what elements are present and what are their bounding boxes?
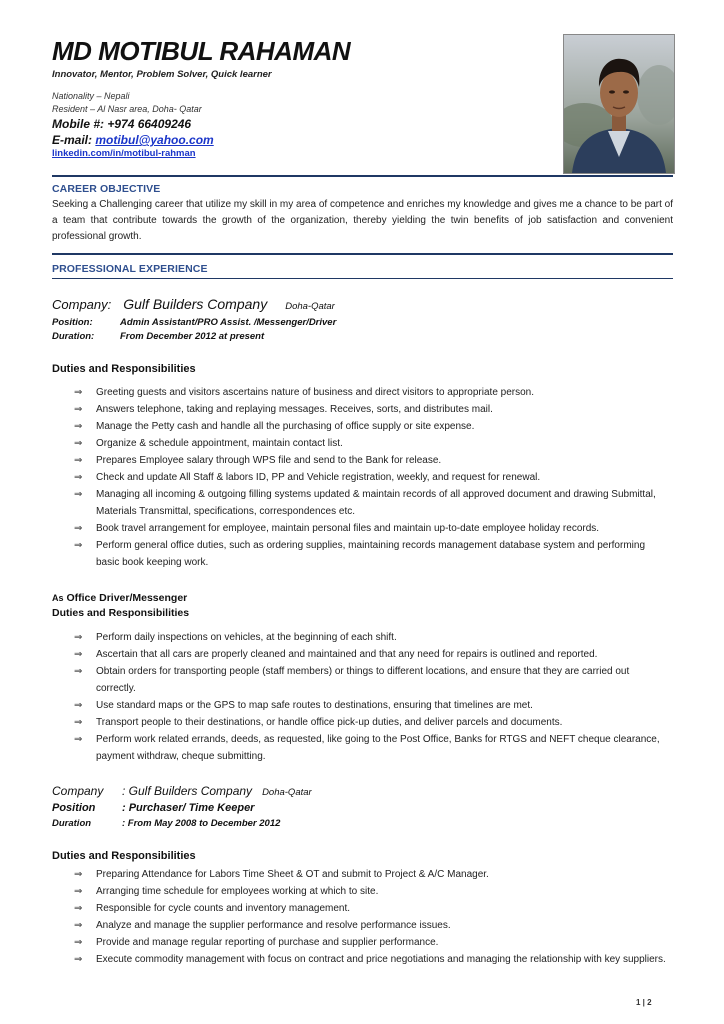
nationality: Nationality – Nepali [52, 91, 130, 101]
duty-text: Perform general office duties, such as ordering supplies, maintaining records management database system and performing basic book keeping work. [96, 540, 645, 568]
arrow-bullet-icon: ⇒ [74, 649, 83, 660]
duty-text: Perform work related errands, deeds, as requested, like going to the Post Office, Banks for RTGS and NEFT cheque clearance, payment withdraw, cheque submitting. [96, 734, 660, 762]
duty-item [0, 883, 724, 900]
job2-position-value: : Purchaser/ Time Keeper [122, 802, 255, 814]
duty-item [0, 520, 724, 537]
driver-role-prefix: As [52, 593, 64, 603]
job2-duration [52, 818, 280, 829]
driver-role-name: Office Driver/Messenger [66, 592, 188, 604]
duty-text: Arranging time schedule for employees working at which to site. [96, 886, 379, 897]
experience-divider [52, 278, 673, 279]
duty-text: Greeting guests and visitors ascertains nature of business and direct visitors to appropriate person. [96, 387, 535, 398]
duty-item [0, 714, 724, 731]
job2-duties-title: Duties and Responsibilities [52, 850, 196, 862]
duty-item [0, 435, 724, 452]
driver-role-title [52, 592, 187, 604]
duty-text: Prepares Employee salary through WPS file and send to the Bank for release. [96, 455, 442, 466]
job2-position-label: Position [52, 802, 96, 814]
job2-company-line [52, 784, 312, 798]
arrow-bullet-icon: ⇒ [74, 438, 83, 449]
duty-text: Obtain orders for transporting people (staff members) or things to different locations, and ensure that they are carried out correctly. [96, 666, 630, 694]
duty-item [0, 401, 724, 418]
duty-text: Responsible for cycle counts and inventory management. [96, 903, 351, 914]
job2-position [52, 802, 254, 814]
duty-text: Manage the Petty cash and handle all the purchasing of office supply or site expense. [96, 421, 475, 432]
tagline: Innovator, Mentor, Problem Solver, Quick learner [52, 69, 272, 80]
mobile-number: Mobile #: +974 66409246 [52, 117, 192, 131]
arrow-bullet-icon: ⇒ [74, 632, 83, 643]
duty-text: Preparing Attendance for Labors Time Sheet & OT and submit to Project & A/C Manager. [96, 869, 489, 880]
duty-item [0, 951, 724, 968]
duty-text: Ascertain that all cars are properly cleaned and maintained and that any need for repairs is outlined and reported. [96, 649, 598, 660]
arrow-bullet-icon: ⇒ [74, 404, 83, 415]
arrow-bullet-icon: ⇒ [74, 954, 83, 965]
job1-duration-value: From December 2012 at present [120, 331, 265, 342]
arrow-bullet-icon: ⇒ [74, 869, 83, 880]
duty-item [0, 866, 724, 883]
job2-duration-value: : From May 2008 to December 2012 [122, 818, 281, 829]
email-label: E-mail: [52, 133, 96, 147]
job1-company-name: Gulf Builders Company [123, 296, 268, 312]
arrow-bullet-icon: ⇒ [74, 734, 83, 745]
job2-company-name: : Gulf Builders Company [122, 784, 253, 798]
job1-company-label: Company: [52, 297, 112, 312]
duty-item [0, 917, 724, 934]
email-line [52, 132, 552, 148]
job2-duration-label: Duration [52, 818, 92, 829]
duty-text: Book travel arrangement for employee, maintain personal files and maintain up-to-date employee holiday records. [96, 523, 600, 534]
profile-photo-icon [564, 35, 674, 173]
duty-item [0, 697, 724, 714]
duty-text: Managing all incoming & outgoing filling systems updated & maintain records of all approved document and drawing Submittal, Materials Transmittal, specifications, correspondences etc. [96, 489, 656, 517]
job1-position [52, 317, 336, 328]
duty-item [0, 663, 724, 697]
objective-divider [52, 253, 673, 255]
arrow-bullet-icon: ⇒ [74, 886, 83, 897]
experience-title: PROFESSIONAL EXPERIENCE [52, 263, 208, 275]
duty-item [0, 629, 724, 646]
job2-duties-list [0, 866, 724, 968]
job1-duties-title: Duties and Responsibilities [52, 363, 196, 375]
job1-duties-list [0, 384, 724, 571]
candidate-name: MD MOTIBUL RAHAMAN [52, 36, 351, 66]
duty-text: Organize & schedule appointment, maintain contact list. [96, 438, 343, 449]
arrow-bullet-icon: ⇒ [74, 421, 83, 432]
duty-text: Check and update All Staff & labors ID, PP and Vehicle registration, weekly, and request for renewal. [96, 472, 541, 483]
page-number: 1 | 2 [636, 998, 652, 1007]
duty-item [0, 486, 724, 520]
duty-text: Perform daily inspections on vehicles, at the beginning of each shift. [96, 632, 397, 643]
duty-text: Execute commodity management with focus on contract and price negotiations and managing the relationship with key suppliers. [96, 954, 666, 965]
duty-item [0, 731, 724, 765]
job2-company-label: Company [52, 784, 104, 798]
job1-position-value: Admin Assistant/PRO Assist. /Messenger/Driver [120, 317, 337, 328]
duty-item [0, 418, 724, 435]
job1-location: Doha-Qatar [285, 301, 335, 312]
objective-title: CAREER OBJECTIVE [52, 183, 161, 195]
arrow-bullet-icon: ⇒ [74, 717, 83, 728]
arrow-bullet-icon: ⇒ [74, 540, 83, 551]
duty-text: Answers telephone, taking and replaying messages. Receives, sorts, and distributes mail. [96, 404, 493, 415]
arrow-bullet-icon: ⇒ [74, 472, 83, 483]
driver-duties-title: Duties and Responsibilities [52, 607, 190, 619]
arrow-bullet-icon: ⇒ [74, 489, 83, 500]
email-link[interactable]: motibul@yahoo.com [95, 133, 214, 147]
duty-text: Transport people to their destinations, or handle office pick-up duties, and deliver parcels and documents. [96, 717, 563, 728]
duty-item [0, 469, 724, 486]
job2-location: Doha-Qatar [262, 787, 312, 798]
duty-item [0, 384, 724, 401]
arrow-bullet-icon: ⇒ [74, 920, 83, 931]
arrow-bullet-icon: ⇒ [74, 937, 83, 948]
job1-duration-label: Duration: [52, 331, 95, 342]
job1-company-line [52, 296, 335, 314]
duty-text: Analyze and manage the supplier performance and resolve performance issues. [96, 920, 451, 931]
duty-item [0, 900, 724, 917]
job1-duration [52, 331, 264, 342]
job1-position-label: Position: [52, 317, 93, 328]
arrow-bullet-icon: ⇒ [74, 700, 83, 711]
arrow-bullet-icon: ⇒ [74, 666, 83, 677]
arrow-bullet-icon: ⇒ [74, 903, 83, 914]
duty-text: Use standard maps or the GPS to map safe routes to destinations, ensuring that timelines are met. [96, 700, 533, 711]
arrow-bullet-icon: ⇒ [74, 455, 83, 466]
arrow-bullet-icon: ⇒ [74, 387, 83, 398]
arrow-bullet-icon: ⇒ [74, 523, 83, 534]
duty-text: Provide and manage regular reporting of purchase and supplier performance. [96, 937, 439, 948]
header [52, 36, 552, 160]
header-divider [52, 175, 673, 177]
profile-photo [563, 34, 675, 174]
driver-duties-list [0, 629, 724, 765]
duty-item [0, 646, 724, 663]
objective-text: Seeking a Challenging career that utilize my skill in my area of competence and enriches my knowledge and gives me a chance to be part of a team that contribute towards the growth of the organization, thereby yielding the twin benefits of job satisfaction and convenient professional growth. [52, 199, 673, 242]
duty-item [0, 934, 724, 951]
linkedin-link[interactable]: linkedin.com/in/motibul-rahman [52, 148, 196, 159]
residence: Resident – Al Nasr area, Doha- Qatar [52, 104, 202, 114]
duty-item [0, 537, 724, 571]
duty-item [0, 452, 724, 469]
